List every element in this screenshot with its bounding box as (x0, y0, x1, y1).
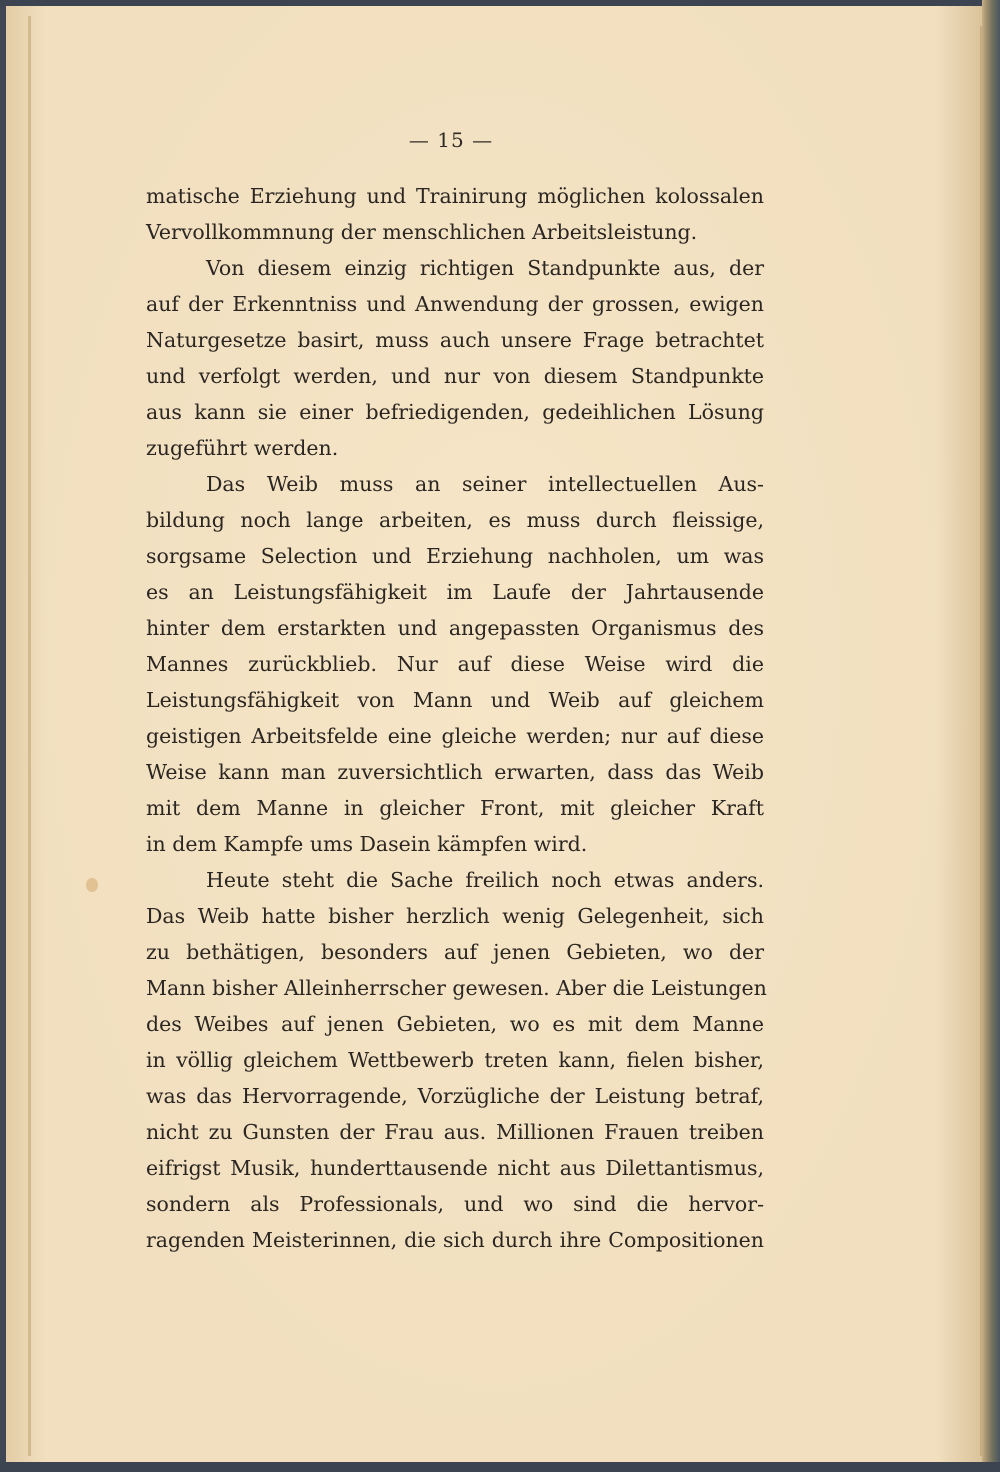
text-line: in völlig gleichem Wettbewerb treten kann, fielen bisher, (146, 1048, 764, 1072)
text-line: eifrigst Musik, hunderttausende nicht aus Dilettantismus, (146, 1156, 764, 1180)
body-text (146, 178, 767, 1258)
text-line: was das Hervorragende, Vorzügliche der Leistung betraf, (146, 1084, 764, 1108)
text-line: Von diesem einzig richtigen Standpunkte aus, der (206, 256, 764, 280)
text-line: nicht zu Gunsten der Frau aus. Millionen Frauen treiben (146, 1120, 764, 1144)
text-line: mit dem Manne in gleicher Front, mit gleicher Kraft (146, 796, 764, 820)
text-line: hinter dem erstarkten und angepassten Organismus des (146, 616, 764, 640)
paper-stain (86, 878, 98, 892)
text-line: es an Leistungsfähigkeit im Laufe der Jahrtausende (146, 580, 764, 604)
text-line: Naturgesetze basirt, muss auch unsere Frage betrachtet (146, 328, 764, 352)
text-line: Das Weib muss an seiner intellectuellen Aus- (206, 472, 764, 496)
text-line: Heute steht die Sache freilich noch etwas anders. (206, 868, 764, 892)
text-line: Weise kann man zuversichtlich erwarten, dass das Weib (146, 760, 764, 784)
bottom-edge (0, 1462, 1000, 1472)
text-line: zugeführt werden. (146, 436, 339, 460)
text-line: Leistungsfähigkeit von Mann und Weib auf gleichem (146, 688, 764, 712)
text-line: Das Weib hatte bisher herzlich wenig Gelegenheit, sich (146, 904, 764, 928)
text-line: sondern als Professionals, und wo sind die hervor- (146, 1192, 764, 1216)
text-line: und verfolgt werden, und nur von diesem Standpunkte (146, 364, 764, 388)
text-line: matische Erziehung und Trainirung möglichen kolossalen (146, 184, 764, 208)
text-line: Vervollkommnung der menschlichen Arbeitsleistung. (146, 220, 698, 244)
text-line: des Weibes auf jenen Gebieten, wo es mit dem Manne (146, 1012, 764, 1036)
text-line: zu bethätigen, besonders auf jenen Gebieten, wo der (146, 940, 764, 964)
text-line: ragenden Meisterinnen, die sich durch ihre Compositionen (146, 1228, 764, 1252)
book-edge (982, 0, 1000, 1472)
text-line: bildung noch lange arbeiten, es muss durch fleissige, (146, 508, 764, 532)
text-line: in dem Kampfe ums Dasein kämpfen wird. (146, 832, 588, 856)
text-line: sorgsame Selection und Erziehung nachholen, um was (146, 544, 764, 568)
text-line: Mann bisher Alleinherrscher gewesen. Aber die Leistungen (146, 976, 767, 1000)
text-line: geistigen Arbeitsfelde eine gleiche werden; nur auf diese (146, 724, 764, 748)
text-line: Mannes zurückblieb. Nur auf diese Weise wird die (146, 652, 764, 676)
page-gutter-line (28, 16, 31, 1456)
text-line: auf der Erkenntniss und Anwendung der grossen, ewigen (146, 292, 764, 316)
page-number: — 15 — (408, 128, 494, 152)
text-line: aus kann sie einer befriedigenden, gedeihlichen Lösung (146, 400, 764, 424)
